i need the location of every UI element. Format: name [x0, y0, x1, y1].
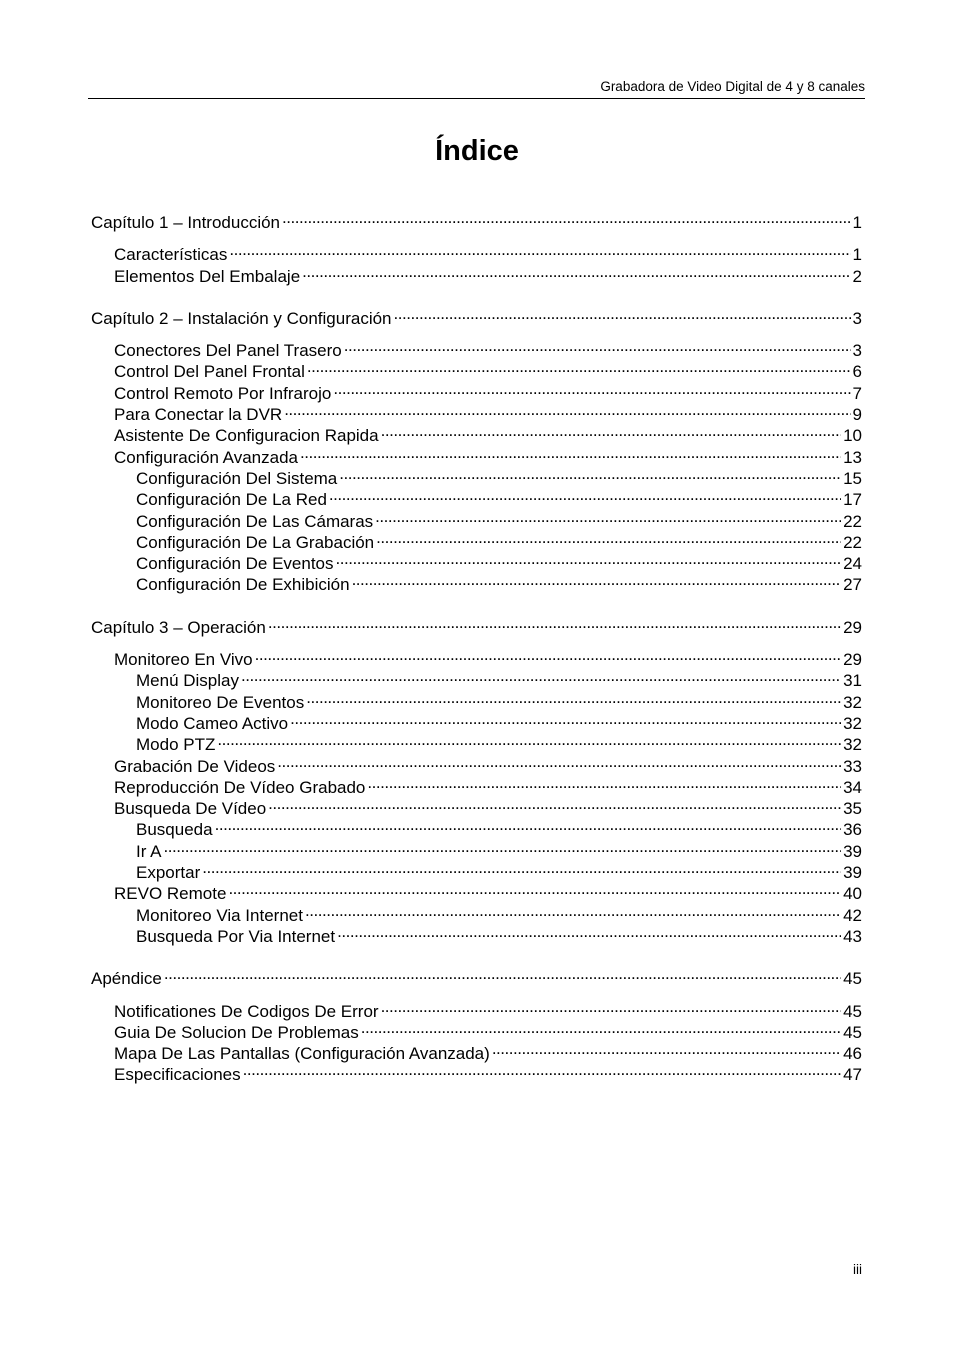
toc-dot-leader: [268, 612, 841, 633]
toc-entry-page: 45: [843, 1001, 862, 1021]
toc-dot-leader: [361, 1017, 841, 1038]
toc-entry-label: Guia De Solucion De Problemas: [114, 1022, 359, 1042]
toc-dot-leader: [337, 921, 841, 942]
toc-entry-label: Capítulo 3 – Operación: [91, 617, 266, 637]
toc-entry: [91, 644, 862, 670]
toc-entry: [91, 996, 862, 1021]
toc-dot-leader: [375, 506, 841, 527]
toc-entry-label: Busqueda: [136, 820, 213, 840]
toc-entry-label: Busqueda Por Via Internet: [136, 926, 336, 946]
toc-dot-leader: [376, 527, 841, 548]
running-header: [88, 78, 865, 99]
toc-entry-page: 1: [852, 245, 862, 265]
toc-dot-leader: [215, 814, 842, 835]
toc-dot-leader: [243, 1059, 841, 1080]
toc-entry-label: Modo Cameo Activo: [136, 713, 289, 733]
toc-entry-page: 17: [843, 490, 862, 510]
toc-dot-leader: [164, 836, 842, 857]
toc-dot-leader: [268, 793, 841, 814]
toc-dot-leader: [333, 378, 850, 399]
toc-entry-page: 34: [843, 777, 862, 797]
toc-dot-leader: [352, 569, 842, 590]
toc-entry-page: 15: [843, 468, 862, 488]
toc-entry-label: Configuración De La Grabación: [136, 532, 375, 552]
toc-dot-leader: [336, 548, 842, 569]
toc-entry-page: 40: [843, 884, 862, 904]
toc-chapter-entry: [91, 303, 862, 328]
toc-dot-leader: [255, 644, 841, 665]
toc-entry-label: Monitoreo Via Internet: [136, 905, 303, 925]
toc-entry-page: 39: [843, 863, 862, 883]
toc-entry-label: Capítulo 2 – Instalación y Configuración: [91, 308, 392, 328]
toc-entry-page: 29: [843, 617, 862, 637]
toc-entry-label: Exportar: [136, 863, 201, 883]
toc-dot-leader: [381, 420, 841, 441]
toc-entry-page: 47: [843, 1065, 862, 1085]
toc-entry-page: 27: [843, 575, 862, 595]
toc-chapter-entry: [91, 207, 862, 232]
toc-chapter-entry: [91, 612, 862, 637]
toc-entry-page: 45: [843, 1022, 862, 1042]
toc-dot-leader: [164, 963, 841, 984]
toc-entry-label: Configuración De Exhibición: [136, 575, 350, 595]
toc-dot-leader: [290, 708, 841, 729]
toc-entry: [91, 335, 862, 361]
toc-entry-label: Conectores Del Panel Trasero: [114, 341, 342, 361]
toc-chapter-entry: [91, 963, 862, 989]
page-number: iii: [853, 1262, 862, 1277]
toc-entry-page: 2: [852, 266, 862, 286]
toc-entry-label: REVO Remote: [114, 884, 227, 904]
toc-entry: [91, 239, 862, 265]
toc-entry-page: 46: [843, 1044, 862, 1064]
toc-entry-page: 7: [852, 383, 862, 403]
toc-dot-leader: [228, 878, 841, 899]
toc-entry-page: 3: [852, 341, 862, 361]
toc-entry-page: 42: [843, 905, 862, 925]
toc-entry-label: Mapa De Las Pantallas (Configuración Avanzada): [114, 1044, 490, 1064]
toc-entry-page: 13: [843, 447, 862, 467]
toc-dot-leader: [241, 665, 841, 686]
toc-dot-leader: [329, 484, 841, 505]
toc-dot-leader: [302, 261, 850, 282]
toc-entry-page: 10: [843, 426, 862, 446]
toc-entry-label: Configuración De La Red: [136, 490, 327, 510]
toc-entry: [91, 836, 862, 861]
toc-dot-leader: [305, 900, 841, 921]
toc-entry-label: Ir A: [136, 841, 162, 861]
toc-entry-label: Monitoreo De Eventos: [136, 692, 305, 712]
toc-entry-label: Configuración De Eventos: [136, 554, 334, 574]
toc-entry-page: 24: [843, 554, 862, 574]
toc-entry-label: Notificationes De Codigos De Error: [114, 1001, 379, 1021]
toc-entry-page: 31: [843, 671, 862, 691]
toc-entry-page: 39: [843, 841, 862, 861]
toc-entry-label: Menú Display: [136, 671, 239, 691]
toc-entry-page: 32: [843, 713, 862, 733]
toc-entry-page: 32: [843, 735, 862, 755]
toc-dot-leader: [217, 729, 841, 750]
page-title: Índice: [435, 135, 519, 167]
toc-entry-label: Reproducción De Vídeo Grabado: [114, 777, 366, 797]
toc-dot-leader: [381, 996, 842, 1017]
table-of-contents: [91, 207, 862, 1085]
toc-entry-page: 22: [843, 532, 862, 552]
toc-entry-page: 33: [843, 756, 862, 776]
toc-entry: [91, 857, 862, 883]
toc-dot-leader: [300, 442, 841, 463]
toc-entry-page: 1: [852, 213, 862, 232]
toc-dot-leader: [307, 356, 851, 377]
toc-entry-page: 43: [843, 926, 862, 946]
toc-entry: [91, 878, 862, 904]
toc-dot-leader: [229, 239, 850, 260]
toc-entry-page: 35: [843, 799, 862, 819]
toc-dot-leader: [282, 207, 851, 228]
toc-dot-leader: [394, 303, 851, 324]
toc-dot-leader: [284, 399, 850, 420]
toc-dot-leader: [306, 687, 841, 708]
toc-entry-page: 36: [843, 820, 862, 840]
toc-entry-label: Control Del Panel Frontal: [114, 362, 305, 382]
toc-entry-label: Asistente De Configuracion Rapida: [114, 426, 379, 446]
toc-dot-leader: [344, 335, 851, 356]
toc-dot-leader: [202, 857, 841, 878]
toc-entry-page: 45: [843, 969, 862, 989]
toc-entry-label: Elementos Del Embalaje: [114, 266, 301, 286]
toc-dot-leader: [367, 772, 841, 793]
toc-entry-label: Monitoreo En Vivo: [114, 650, 253, 670]
toc-entry-label: Características: [114, 245, 228, 265]
toc-entry-label: Busqueda De Vídeo: [114, 799, 267, 819]
toc-entry-label: Modo PTZ: [136, 735, 216, 755]
toc-entry-page: 29: [843, 650, 862, 670]
toc-entry-page: 32: [843, 692, 862, 712]
toc-entry-page: 9: [852, 405, 862, 425]
running-header-text: Grabadora de Video Digital de 4 y 8 canales: [600, 79, 865, 94]
toc-entry-label: Apéndice: [91, 969, 162, 989]
toc-entry-label: Especificaciones: [114, 1065, 241, 1085]
toc-entry-label: Capítulo 1 – Introducción: [91, 213, 281, 232]
toc-entry-page: 22: [843, 511, 862, 531]
toc-dot-leader: [492, 1038, 841, 1059]
toc-entry-label: Configuración Avanzada: [114, 447, 298, 467]
toc-dot-leader: [277, 751, 841, 772]
toc-entry-label: Para Conectar la DVR: [114, 405, 283, 425]
toc-dot-leader: [339, 463, 841, 484]
toc-entry-page: 3: [852, 308, 862, 328]
toc-entry-label: Control Remoto Por Infrarojo: [114, 383, 332, 403]
toc-entry-label: Configuración Del Sistema: [136, 468, 338, 488]
toc-entry-label: Grabación De Videos: [114, 756, 276, 776]
toc-entry-page: 6: [852, 362, 862, 382]
toc-entry-label: Configuración De Las Cámaras: [136, 511, 374, 531]
